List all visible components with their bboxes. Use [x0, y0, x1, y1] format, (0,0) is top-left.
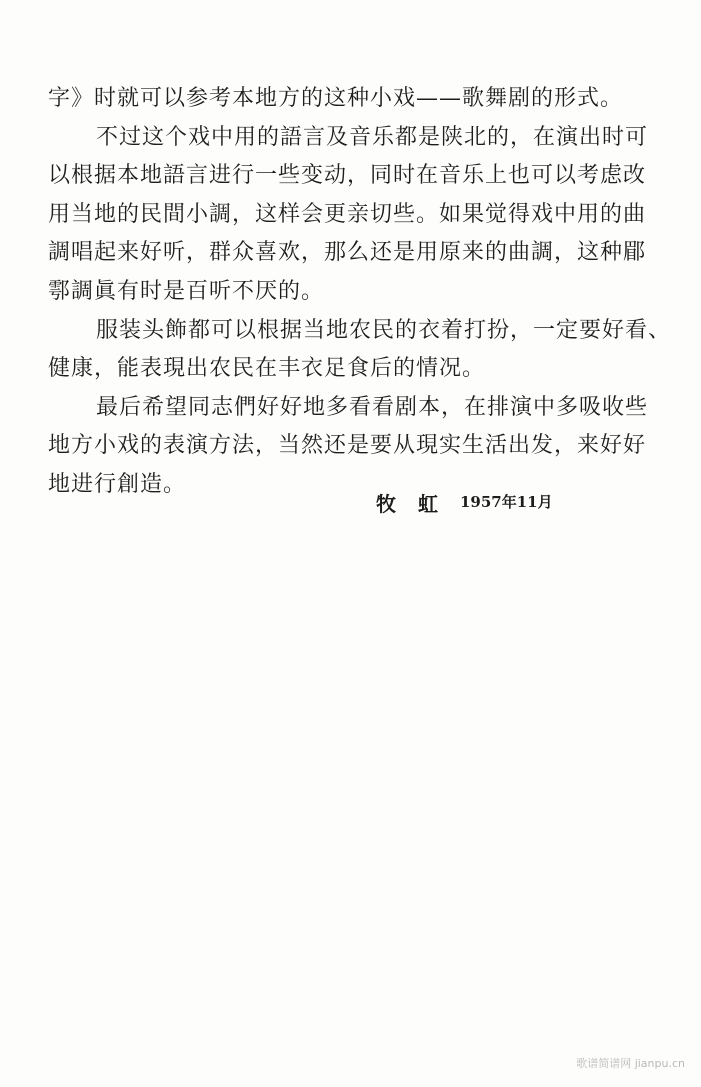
author-name: 牧虹 — [376, 492, 460, 516]
text-line: 地进行創造。 — [48, 471, 187, 497]
text-line: 不过这个戏中用的語言及音乐都是陕北的，在演出时可 — [96, 124, 649, 150]
signature-date: 1957年11月 — [460, 493, 553, 511]
text-line: 健康，能表現出农民在丰衣足食后的情况。 — [48, 356, 486, 382]
text-line: 最后希望同志們好好地多看看剧本，在排演中多吸收些 — [96, 394, 649, 420]
text-line: 服装头飾都可以根据当地农民的衣着打扮，一定要好看、 — [96, 317, 672, 343]
text-line: 鄠調眞有时是百听不厌的。 — [48, 278, 325, 304]
text-line: 字》时就可以参考本地方的这种小戏——歌舞剧的形式。 — [48, 86, 624, 111]
text-line: 調唱起来好听，群众喜欢，那么还是用原来的曲調，这种郿 — [48, 240, 647, 266]
text-line: 以根据本地語言进行一些变动，同时在音乐上也可以考虑改 — [48, 163, 647, 189]
text-line: 用当地的民間小調，这样会更亲切些。如果觉得戏中用的曲 — [48, 201, 647, 227]
site-watermark: 歌谱简谱网 jianpu.cn — [576, 1057, 685, 1070]
signature — [0, 488, 701, 518]
body-text — [48, 80, 672, 505]
text-line: 地方小戏的表演方法，当然还是要从現实生活出发，来好好 — [48, 433, 647, 459]
